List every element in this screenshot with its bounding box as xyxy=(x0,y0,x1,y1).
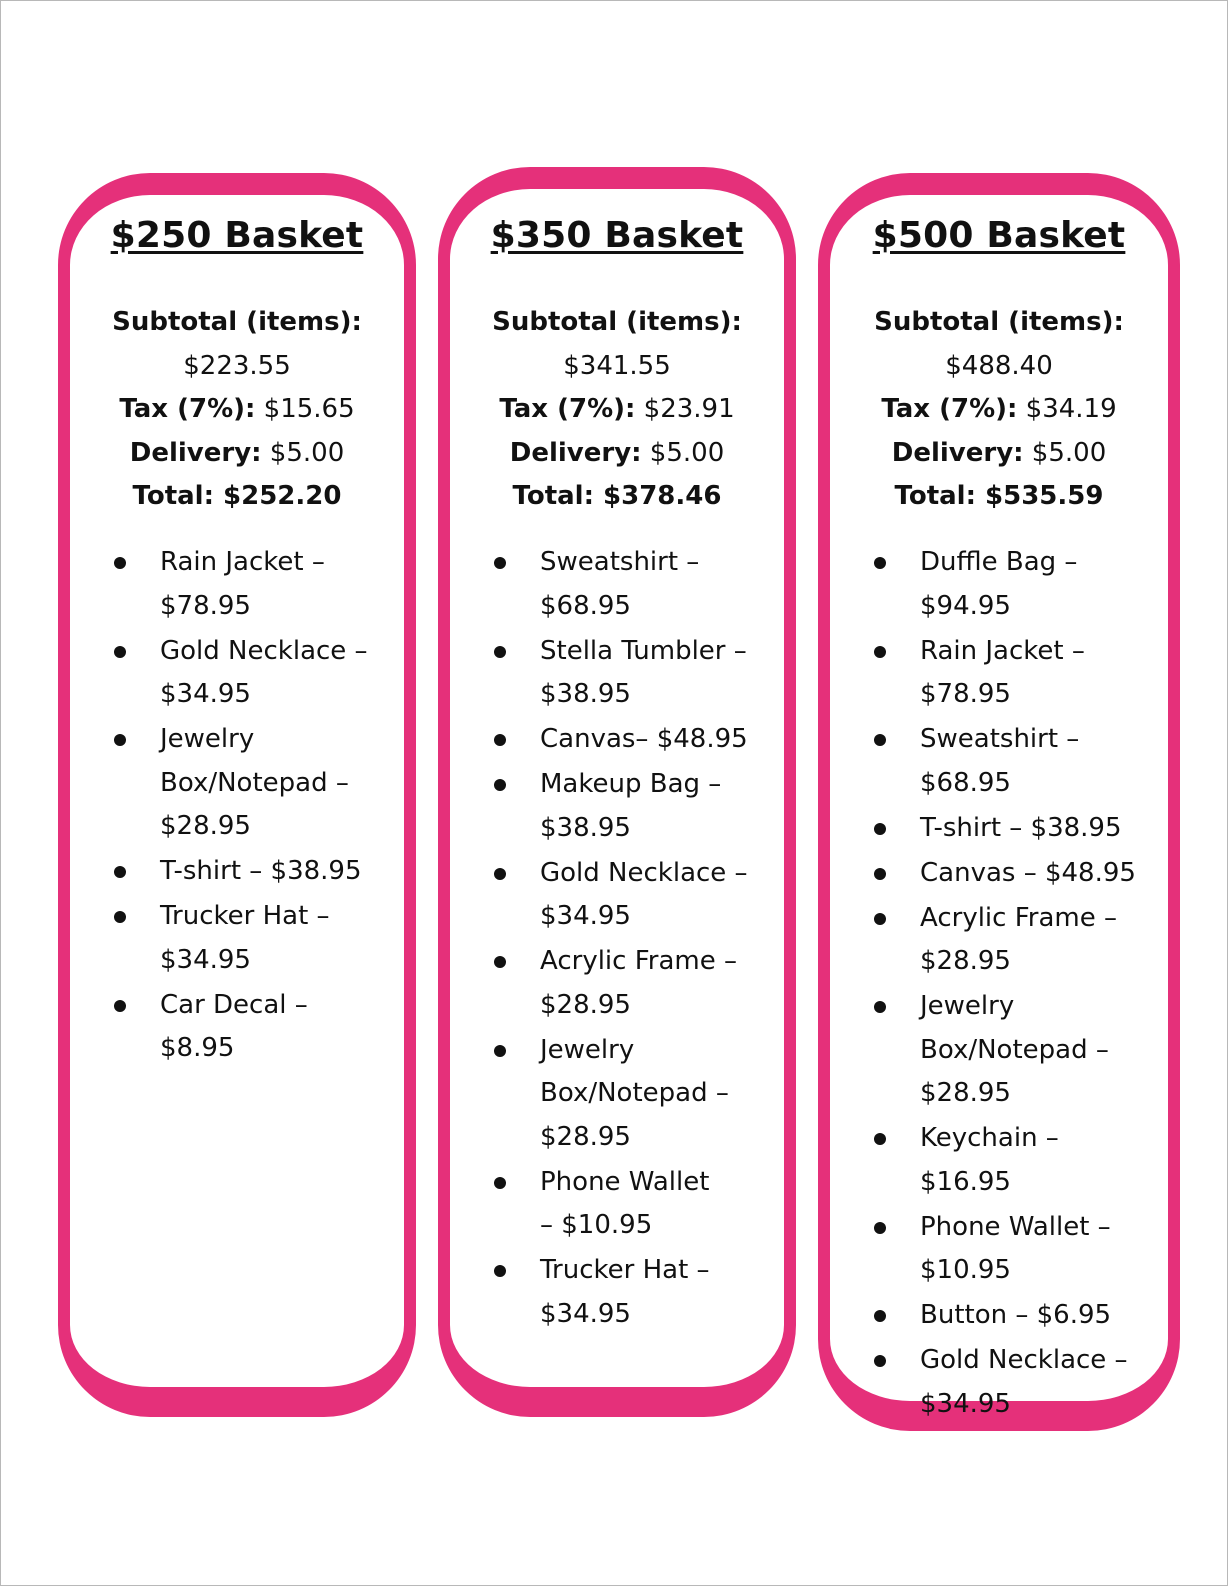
basket-title: $350 Basket xyxy=(490,215,744,256)
total-line: Total: $378.46 xyxy=(512,481,722,511)
list-item: Keychain – $16.95 xyxy=(874,1117,1070,1204)
basket-title: $500 Basket xyxy=(872,215,1126,256)
item-list xyxy=(494,541,764,1338)
basket-title: $250 Basket xyxy=(110,215,364,256)
delivery-line xyxy=(830,432,1168,476)
list-item: Canvas– $48.95 xyxy=(494,718,764,762)
list-item: Trucker Hat – $34.95 xyxy=(114,895,340,982)
subtotal-value: $341.55 xyxy=(563,350,671,381)
tax-value: $34.19 xyxy=(1017,394,1117,424)
list-item: Sweatshirt – $68.95 xyxy=(874,718,1100,805)
subtotal-value: $488.40 xyxy=(945,350,1053,381)
tax-label: Tax (7%): xyxy=(881,394,1018,424)
list-item: Acrylic Frame – $28.95 xyxy=(874,897,1130,984)
list-item: Rain Jacket – $78.95 xyxy=(874,630,1110,717)
list-item: Stella Tumbler – $38.95 xyxy=(494,630,750,717)
delivery-label: Delivery: xyxy=(129,437,262,468)
basket-summary xyxy=(450,301,784,519)
basket-card-250 xyxy=(58,173,416,1417)
list-item: Duffle Bag – $94.95 xyxy=(874,541,1090,628)
list-item: Jewelry Box/Notepad – $28.95 xyxy=(114,718,360,849)
list-item: Phone Wallet – $10.95 xyxy=(494,1161,730,1248)
list-item: Acrylic Frame – $28.95 xyxy=(494,940,740,1027)
tax-label: Tax (7%): xyxy=(119,394,256,424)
tax-line xyxy=(450,388,784,432)
delivery-value: $5.00 xyxy=(1023,437,1107,468)
list-item: T-shirt – $38.95 xyxy=(114,850,386,894)
total-line: Total: $252.20 xyxy=(132,481,342,511)
tax-label: Tax (7%): xyxy=(499,394,636,424)
list-item: Trucker Hat – $34.95 xyxy=(494,1249,720,1336)
list-item: Makeup Bag – $38.95 xyxy=(494,763,730,850)
delivery-label: Delivery: xyxy=(509,437,642,468)
list-item: Jewelry Box/Notepad – $28.95 xyxy=(874,985,1120,1116)
subtotal-label: Subtotal (items): xyxy=(492,307,742,337)
list-item: Gold Necklace – $34.95 xyxy=(494,852,750,939)
item-list xyxy=(874,541,1148,1428)
delivery-line xyxy=(450,432,784,476)
list-item: Car Decal – $8.95 xyxy=(114,984,386,1071)
subtotal-value: $223.55 xyxy=(183,350,291,381)
subtotal-label: Subtotal (items): xyxy=(112,307,362,337)
list-item: Sweatshirt – $68.95 xyxy=(494,541,710,628)
delivery-label: Delivery: xyxy=(891,437,1024,468)
delivery-value: $5.00 xyxy=(641,437,725,468)
tax-line xyxy=(830,388,1168,432)
item-list xyxy=(114,541,386,1072)
total-line: Total: $535.59 xyxy=(894,481,1104,511)
tax-value: $15.65 xyxy=(255,394,355,424)
list-item: Rain Jacket – $78.95 xyxy=(114,541,330,628)
list-item: Gold Necklace – $34.95 xyxy=(114,630,380,717)
basket-card-500 xyxy=(818,173,1180,1431)
list-item: T-shirt – $38.95 xyxy=(874,807,1148,851)
list-item: Phone Wallet – $10.95 xyxy=(874,1206,1120,1293)
basket-summary xyxy=(830,301,1168,519)
tax-value: $23.91 xyxy=(635,394,735,424)
subtotal-label: Subtotal (items): xyxy=(874,307,1124,337)
list-item: Canvas – $48.95 xyxy=(874,852,1148,896)
basket-card-350 xyxy=(438,167,796,1417)
list-item: Gold Necklace – $34.95 xyxy=(874,1339,1135,1426)
list-item: Jewelry Box/Notepad – $28.95 xyxy=(494,1029,740,1160)
delivery-line xyxy=(70,432,404,476)
list-item: Button – $6.95 xyxy=(874,1294,1148,1338)
delivery-value: $5.00 xyxy=(261,437,345,468)
basket-summary xyxy=(70,301,404,519)
tax-line xyxy=(70,388,404,432)
